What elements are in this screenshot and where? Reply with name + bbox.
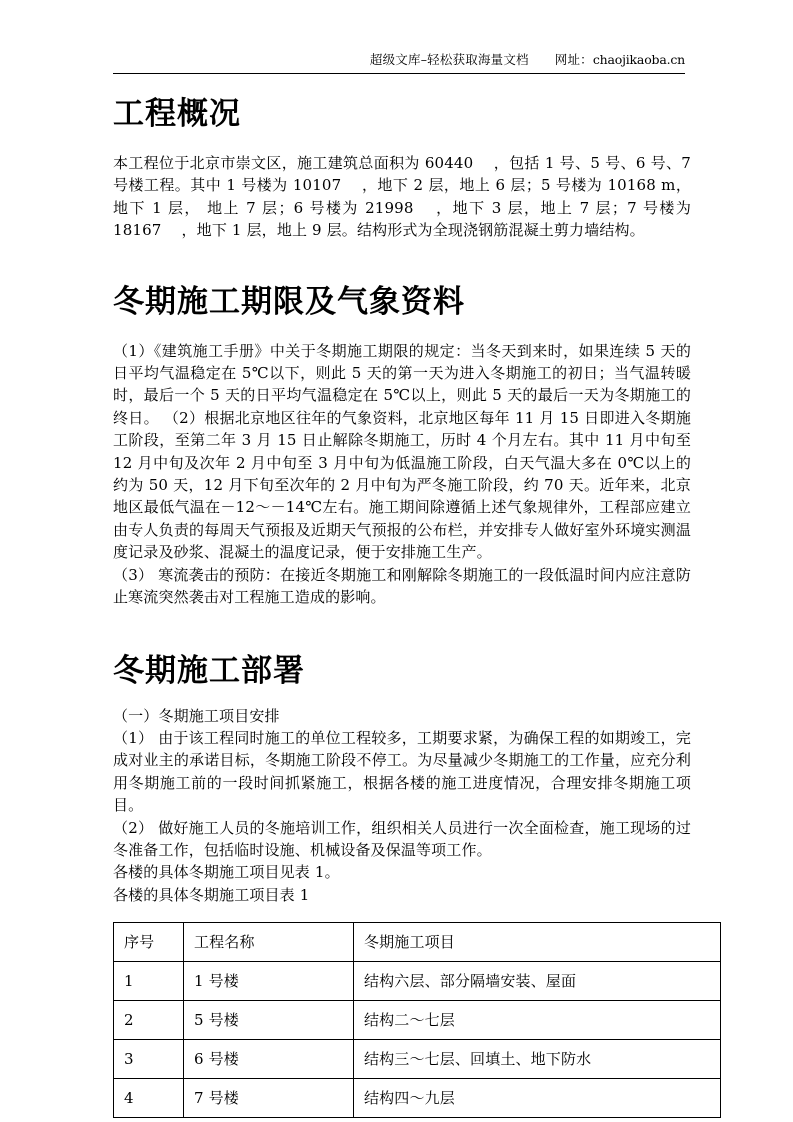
- cell-name: 6 号楼: [184, 1040, 354, 1079]
- heading-project-overview: 工程概况: [113, 96, 241, 132]
- spacer: [113, 906, 691, 922]
- heading-winter-period-weather: 冬期施工期限及气象资料: [113, 283, 465, 320]
- paragraph-winter-period-rules: （1）《建筑施工手册》中关于冬期施工期限的规定：当冬天到来时，如果连续 5 天的日平均气温稳定在 5℃以下，则此 5 天的第一天为进入冬期施工的初日；当气温转暖时，最后一个 5 天的日平均气温稳定在 5℃以上，则此 5 天的最后一天为冬期施工的终日。 （2）根据北京地区往年的气象资料，北京地区每年 11 月 15 日即进入冬期施工阶段，至第二年 3 月 15 日止解除冬期施工，历时 4 个月左右。其中 11 月中旬至 12 月中旬及次年 2 月中旬至 3 月中旬为低温施工阶段，白天气温大多在 0℃以上的约为 50 天，12 月下旬至次年的 2 月中旬为严冬施工阶段，约 70 天。近年来，北京地区最低气温在－12～－14℃左右。施工期间除遵循上述气象规律外，工程部应建立由专人负责的每周天气预报及近期天气预报的公布栏，并安排专人做好室外环境实测温度记录及砂浆、混凝土的温度记录，便于安排施工生产。: [113, 341, 691, 562]
- column-header-seq: 序号: [114, 923, 184, 962]
- subheading-project-arrangement: （一）冬期施工项目安排: [113, 706, 280, 725]
- cell-seq: 4: [114, 1079, 184, 1118]
- cell-name: 5 号楼: [184, 1001, 354, 1040]
- spacer: [113, 609, 691, 651]
- winter-construction-items-table: [113, 922, 721, 1118]
- header-url-value: chaojikaoba.cn: [592, 52, 685, 67]
- cell-items: 结构三～七层、回填土、地下防水: [354, 1040, 721, 1079]
- cell-name: 7 号楼: [184, 1079, 354, 1118]
- spacer: [113, 322, 691, 340]
- paragraph-deployment-item-2: （2） 做好施工人员的冬施培训工作，组织相关人员进行一次全面检查，施工现场的过冬准备工作，包括临时设施、机械设备及保温等项工作。: [113, 818, 691, 859]
- page-header: [113, 52, 685, 74]
- table-row: [114, 1079, 721, 1118]
- table-row: [114, 1001, 721, 1040]
- table-caption: 各楼的具体冬期施工项目表 1: [113, 885, 310, 904]
- column-header-items: 冬期施工项目: [354, 923, 721, 962]
- spacer: [113, 134, 691, 152]
- paragraph-project-overview: 本工程位于北京市崇文区，施工建筑总面积为 60440 ，包括 1 号、5 号、6 号、7 号楼工程。其中 1 号楼为 10107 ，地下 2 层，地上 6 层；5 号楼为 10168 m， 地下 1 层， 地上 7 层；6 号楼为 21998 ，地下 3 层，地上 7 层；7 号楼为 18167 ，地下 1 层，地上 9 层。结构形式为全现浇钢筋混凝土剪力墙结构。: [113, 154, 691, 240]
- cell-items: 结构六层、部分隔墙安装、屋面: [354, 962, 721, 1001]
- paragraph-see-table-1: 各楼的具体冬期施工项目见表 1。: [113, 863, 340, 882]
- paragraph-cold-wave-prevention: （3） 寒流袭击的预防：在接近冬期施工和刚解除冬期施工的一段低温时间内应注意防止寒流突然袭击对工程施工造成的影响。: [113, 565, 691, 607]
- cell-name: 1 号楼: [184, 962, 354, 1001]
- heading-winter-deployment: 冬期施工部署: [113, 652, 305, 689]
- cell-seq: 3: [114, 1040, 184, 1079]
- cell-items: 结构四～九层: [354, 1079, 721, 1118]
- spacer: [113, 242, 691, 282]
- spacer: [113, 691, 691, 705]
- column-header-name: 工程名称: [184, 923, 354, 962]
- cell-items: 结构二～七层: [354, 1001, 721, 1040]
- table-row: [114, 962, 721, 1001]
- header-site-title: 超级文库–轻松获取海量文档: [369, 52, 529, 67]
- cell-seq: 2: [114, 1001, 184, 1040]
- header-url-label: 网址：: [554, 52, 593, 67]
- table-header-row: [114, 923, 721, 962]
- cell-seq: 1: [114, 962, 184, 1001]
- table-row: [114, 1040, 721, 1079]
- paragraph-deployment-item-1: （1） 由于该工程同时施工的单位工程较多，工期要求紧，为确保工程的如期竣工，完成对业主的承诺目标，冬期施工阶段不停工。为尽量减少冬期施工的工作量，应充分利用冬期施工前的一段时间抓紧施工，根据各楼的施工进度情况，合理安排冬期施工项目。: [113, 728, 691, 815]
- document-body: [113, 94, 691, 1118]
